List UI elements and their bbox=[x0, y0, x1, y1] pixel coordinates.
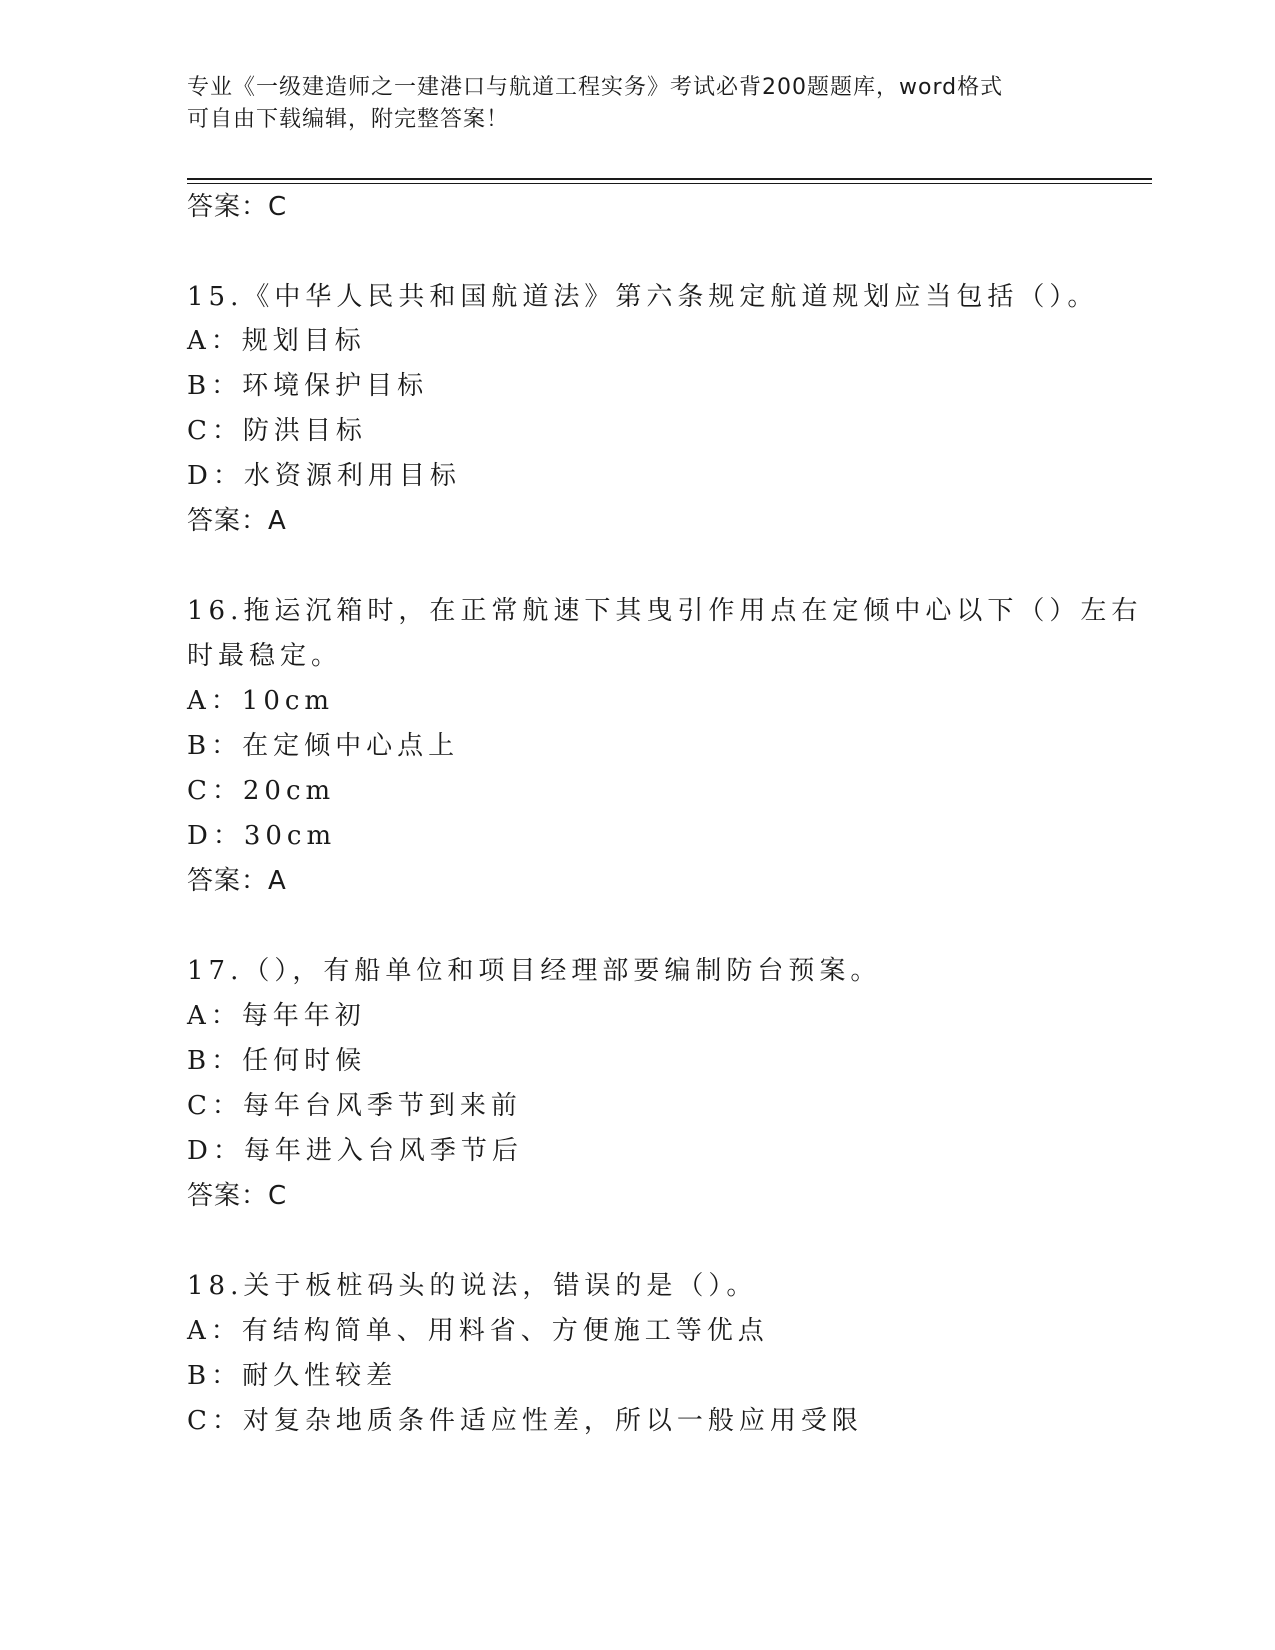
question-16-option-b: B：在定倾中心点上 bbox=[187, 731, 460, 761]
previous-answer: 答案：C bbox=[187, 192, 288, 222]
question-18-option-a: A：有结构简单、用料省、方便施工等优点 bbox=[187, 1316, 769, 1346]
question-18-option-c: C：对复杂地质条件适应性差，所以一般应用受限 bbox=[187, 1406, 863, 1436]
question-15-option-c: C：防洪目标 bbox=[187, 416, 367, 446]
header-rule-thin bbox=[187, 183, 1152, 184]
question-18-stem: 18.关于板桩码头的说法，错误的是（）。 bbox=[187, 1271, 758, 1301]
question-16-option-a: A：10cm bbox=[187, 686, 335, 716]
question-17-option-d: D：每年进入台风季节后 bbox=[187, 1136, 523, 1166]
question-15-stem: 15.《中华人民共和国航道法》第六条规定航道规划应当包括（）。 bbox=[187, 282, 1099, 312]
header-rule-thick bbox=[187, 178, 1152, 180]
question-17-option-b: B：任何时候 bbox=[187, 1046, 367, 1076]
question-16-option-c: C：20cm bbox=[187, 776, 336, 806]
question-15-option-d: D：水资源利用目标 bbox=[187, 461, 461, 491]
question-16-stem-line-2: 时最稳定。 bbox=[187, 641, 343, 671]
question-18-option-b: B：耐久性较差 bbox=[187, 1361, 398, 1391]
question-16-option-d: D：30cm bbox=[187, 821, 337, 851]
question-15-answer: 答案：A bbox=[187, 506, 287, 536]
question-17-option-c: C：每年台风季节到来前 bbox=[187, 1091, 522, 1121]
document-header bbox=[187, 72, 1067, 136]
question-16-stem-line-1: 16.拖运沉箱时，在正常航速下其曳引作用点在定倾中心以下（）左右 bbox=[187, 596, 1143, 626]
header-line-2: 可自由下载编辑，附完整答案！ bbox=[187, 107, 510, 132]
question-15-option-a: A：规划目标 bbox=[187, 326, 366, 356]
question-17-option-a: A：每年年初 bbox=[187, 1001, 366, 1031]
question-15-option-b: B：环境保护目标 bbox=[187, 371, 429, 401]
header-line-1: 专业《一级建造师之一建港口与航道工程实务》考试必背200题题库，word格式 bbox=[187, 75, 1004, 100]
question-17-stem: 17.（），有船单位和项目经理部要编制防台预案。 bbox=[187, 956, 882, 986]
question-17-answer: 答案：C bbox=[187, 1181, 288, 1211]
question-16-answer: 答案：A bbox=[187, 866, 287, 896]
